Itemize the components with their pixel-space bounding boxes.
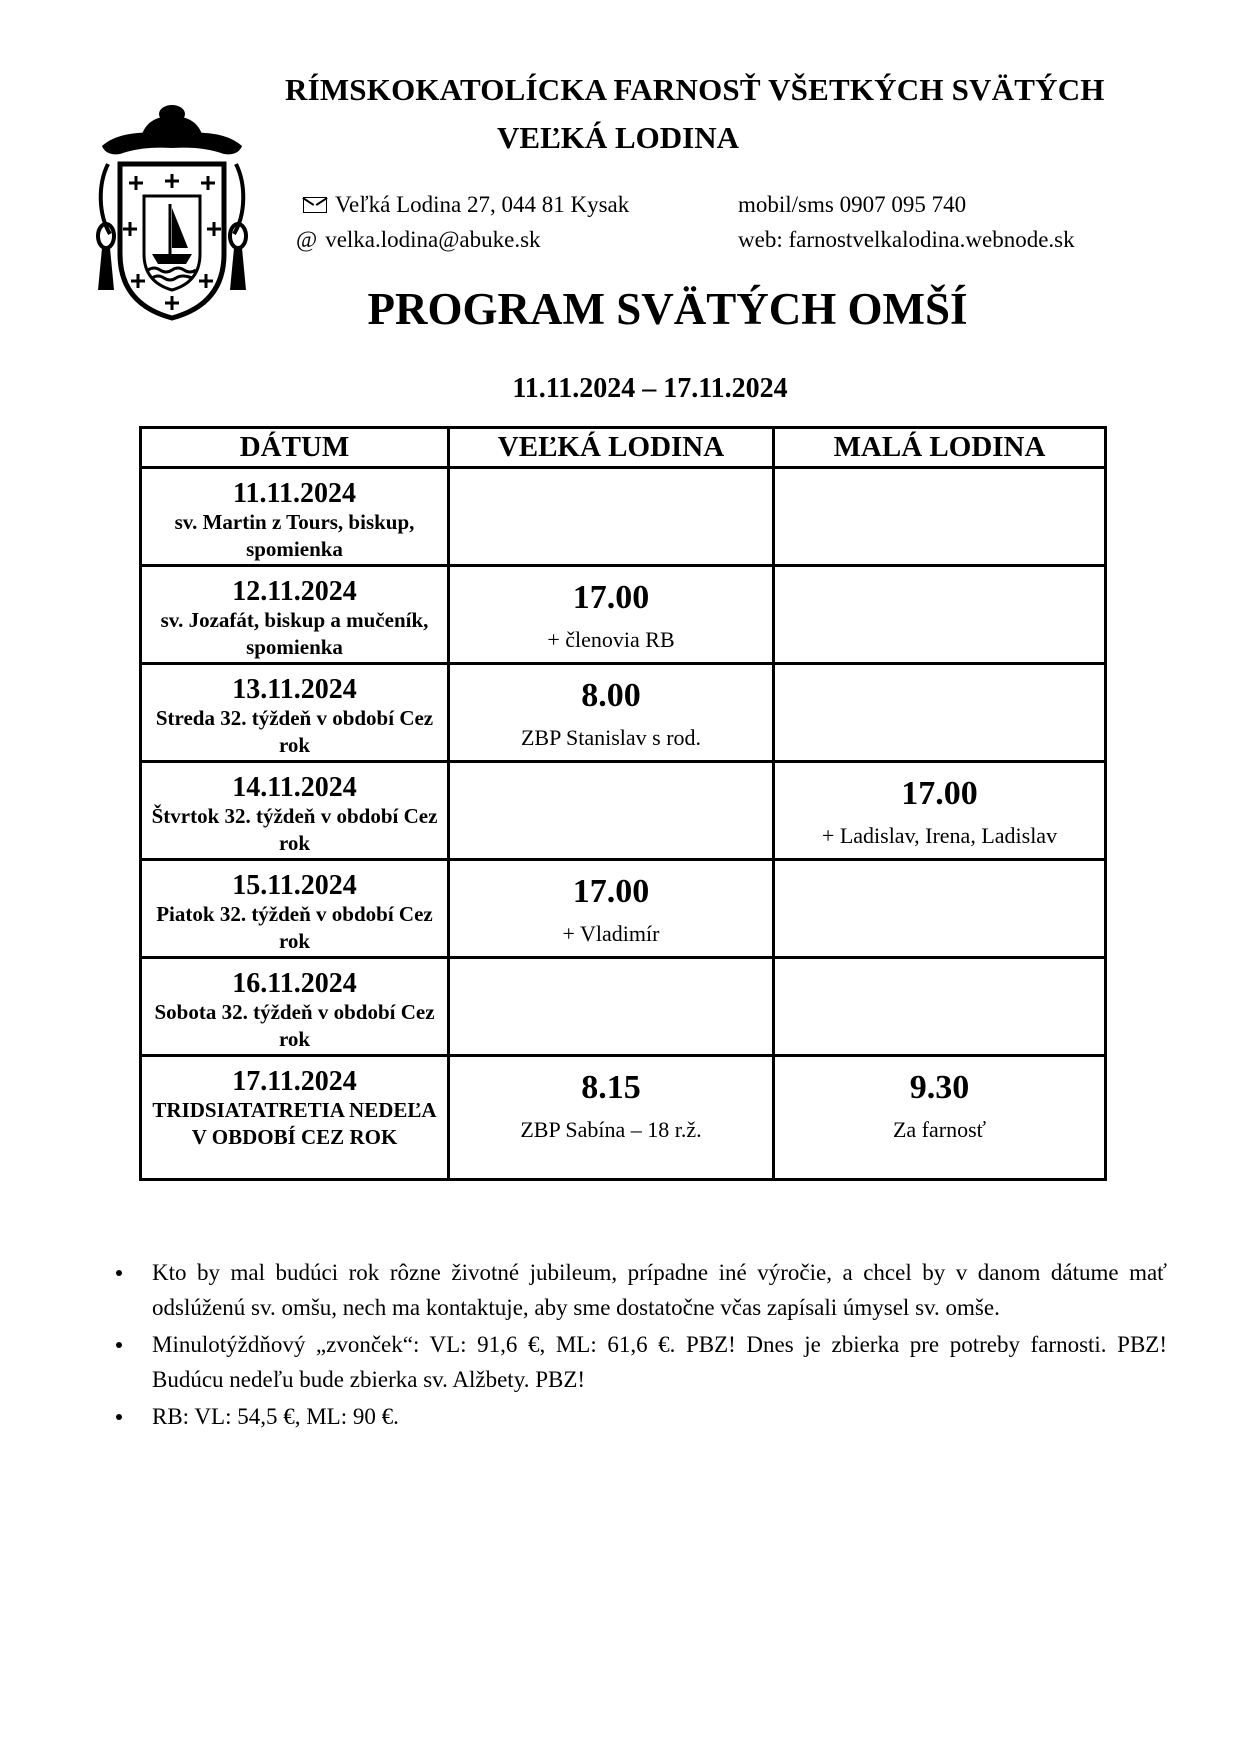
page-title: PROGRAM SVÄTÝCH OMŠÍ: [367, 284, 968, 334]
mala-lodina-cell: [774, 664, 1106, 762]
day-name: Štvrtok 32. týždeň v období Cez rok: [151, 804, 438, 855]
table-row: [141, 860, 1106, 958]
velka-lodina-cell: [449, 1056, 774, 1180]
velka-lodina-cell: [449, 468, 774, 566]
table-row: [141, 664, 1106, 762]
velka-lodina-cell: [449, 958, 774, 1056]
mass-intention: + Ladislav, Irena, Ladislav: [821, 823, 1058, 848]
table-header-row: [141, 428, 1106, 468]
parish-name-line2: VEĽKÁ LODINA: [497, 120, 740, 155]
mass-time: 17.00: [572, 873, 650, 910]
mobile-line: mobil/sms 0907 095 740: [738, 192, 967, 217]
day-date: 16.11.2024: [232, 968, 357, 999]
date-cell: [141, 664, 449, 762]
mala-lodina-cell: [774, 566, 1106, 664]
day-date: 14.11.2024: [232, 772, 357, 803]
announcement-item: RB: VL: 54,5 €, ML: 90 €.: [120, 1399, 1167, 1434]
day-name: TRIDSIATATRETIA NEDEĽA V OBDOBÍ CEZ ROK: [152, 1098, 437, 1149]
email-text: velka.lodina@abuke.sk: [325, 227, 541, 252]
mass-schedule-table: [139, 426, 1107, 1181]
date-cell: [141, 566, 449, 664]
announcement-item: Minulotýždňový „zvonček“: VL: 91,6 €, ML: 61,6 €. PBZ! Dnes je zbierka pre potreby farnosti. PBZ! Budúcu nedeľu bude zbierka sv. Alžbety. PBZ!: [120, 1327, 1167, 1397]
mala-lodina-cell: [774, 1056, 1106, 1180]
mass-time: 8.00: [581, 677, 641, 714]
table-row: [141, 762, 1106, 860]
day-name: Streda 32. týždeň v období Cez rok: [155, 706, 434, 757]
mass-intention: ZBP Sabína – 18 r.ž.: [520, 1117, 702, 1142]
at-icon: @: [296, 227, 318, 252]
mala-lodina-cell: [774, 468, 1106, 566]
day-name: Sobota 32. týždeň v období Cez rok: [154, 1000, 435, 1051]
parish-name-line1: RÍMSKOKATOLÍCKA FARNOSŤ VŠETKÝCH SVÄTÝCH: [285, 72, 1105, 107]
announcements-list: [120, 1255, 1167, 1436]
mass-intention: + členovia RB: [547, 627, 675, 652]
date-cell: [141, 860, 449, 958]
velka-lodina-cell: [449, 762, 774, 860]
web-line: web: farnostvelkalodina.webnode.sk: [738, 227, 1075, 252]
day-name: Piatok 32. týždeň v období Cez rok: [156, 902, 433, 953]
mala-lodina-cell: [774, 762, 1106, 860]
day-date: 12.11.2024: [232, 576, 357, 607]
date-cell: [141, 762, 449, 860]
day-date: 11.11.2024: [233, 478, 356, 509]
mass-intention: Za farnosť: [892, 1117, 987, 1142]
mala-lodina-cell: [774, 860, 1106, 958]
mass-intention: ZBP Stanislav s rod.: [520, 725, 702, 750]
header-date: DÁTUM: [141, 428, 449, 468]
mass-time: 17.00: [572, 579, 650, 616]
mala-lodina-cell: [774, 958, 1106, 1056]
day-date: 17.11.2024: [232, 1066, 357, 1097]
day-date: 15.11.2024: [232, 870, 357, 901]
table-row: [141, 1056, 1106, 1180]
day-name: sv. Martin z Tours, biskup, spomienka: [174, 510, 415, 561]
announcement-item: Kto by mal budúci rok rôzne životné jubileum, prípadne iné výročie, a chcel by v danom dátume mať odslúženú sv. omšu, nech ma kontaktuje, aby sme dostatočne včas zapísali úmysel sv. omše.: [120, 1255, 1167, 1325]
day-name: sv. Jozafát, biskup a mučeník, spomienka: [160, 608, 429, 659]
envelope-icon: [303, 197, 327, 213]
date-cell: [141, 1056, 449, 1180]
velka-lodina-cell: [449, 664, 774, 762]
table-row: [141, 566, 1106, 664]
table-row: [141, 468, 1106, 566]
address-text: Veľká Lodina 27, 044 81 Kysak: [335, 192, 630, 217]
mass-time: 9.30: [909, 1069, 970, 1106]
table-row: [141, 958, 1106, 1056]
date-cell: [141, 958, 449, 1056]
mass-intention: + Vladimír: [562, 921, 660, 946]
velka-lodina-cell: [449, 860, 774, 958]
day-date: 13.11.2024: [232, 674, 357, 705]
mass-time: 17.00: [901, 775, 978, 812]
header-velka-lodina: VEĽKÁ LODINA: [449, 428, 774, 468]
velka-lodina-cell: [449, 566, 774, 664]
address-line: [303, 192, 629, 218]
mass-time: 8.15: [581, 1069, 641, 1106]
email-line: [296, 227, 541, 253]
date-cell: [141, 468, 449, 566]
header-mala-lodina: MALÁ LODINA: [774, 428, 1106, 468]
date-range: 11.11.2024 – 17.11.2024: [512, 373, 788, 404]
